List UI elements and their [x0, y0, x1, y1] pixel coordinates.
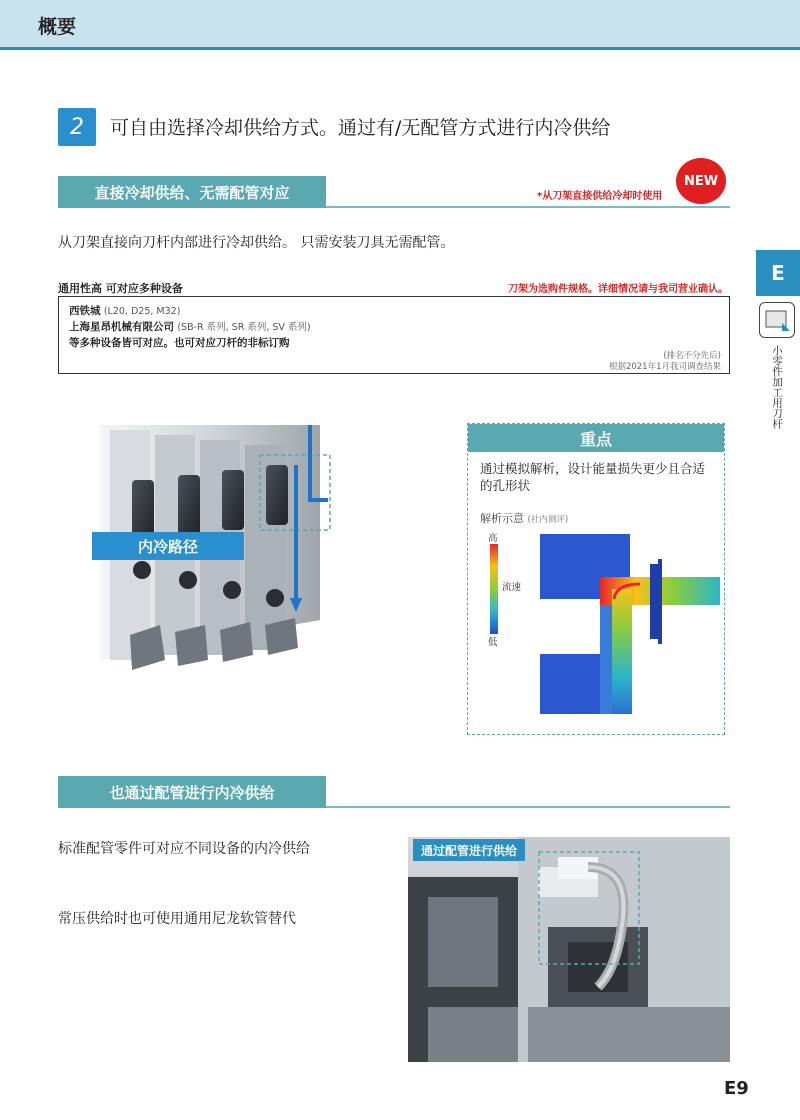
direct-supply-description: 从刀架直接向刀杆内部进行冷却供给。 只需安装刀具无需配管。 [58, 235, 455, 251]
coolant-path-label [92, 532, 244, 560]
machine-1-name: 西铁城 [69, 305, 101, 317]
machine-line-3: 等多种设备皆可对应。也可对应刀杆的非标订购 [69, 337, 290, 349]
side-tab-letter: E [756, 250, 800, 296]
flow-speed-legend-bar [490, 544, 498, 634]
compat-note: 刀架为选购件规格。详细情况请与我司营业确认。 [508, 284, 728, 295]
header-title: 概要 [38, 16, 77, 38]
section-divider-2 [326, 806, 730, 808]
machine-2-spec: (SB-R 系列, SR 系列, SV 系列) [177, 322, 311, 333]
new-badge: NEW [676, 158, 726, 204]
piping-photo-caption: 通过配管进行供给 [413, 839, 525, 861]
legend-mid: 流速 [502, 582, 522, 593]
direct-supply-note: *从刀架直接供给冷却时使用 [537, 191, 663, 202]
key-point-title: 重点 [468, 424, 724, 452]
top-header-bar [0, 0, 800, 50]
flow-simulation-image [540, 529, 720, 719]
rank-note-1: (排名不分先后) [663, 351, 721, 361]
analysis-label: 解析示意 [480, 512, 524, 525]
page-number: E9 [724, 1078, 749, 1099]
machine-list-box [58, 296, 730, 374]
key-point-description: 通过模拟解析，设计能量损失更少且合适的孔形状 [480, 461, 706, 493]
compat-label: 通用性高 可对应多种设备 [58, 282, 183, 295]
coolant-path-text: 内冷路径 [137, 537, 198, 556]
piping-photo [408, 837, 730, 1062]
machine-2-name: 上海星昂机械有限公司 [69, 321, 174, 333]
direct-supply-bar: 直接冷却供给、无需配管对应 [58, 176, 326, 208]
piping-supply-bar: 也通过配管进行内冷供给 [58, 776, 326, 808]
legend-low: 低 [488, 637, 498, 648]
side-tab-label: 小零件加工用刀杆 [771, 345, 783, 429]
machine-line-1 [69, 303, 180, 318]
rank-note-2: 根据2021年1月我司调查结果 [608, 362, 721, 372]
key-point-box [467, 423, 725, 735]
legend-high: 高 [488, 533, 498, 544]
tool-holder-icon [759, 302, 795, 338]
machine-line-2 [69, 319, 311, 334]
section-number-badge: 2 [58, 108, 96, 146]
piping-text-1: 标准配管零件可对应不同设备的内冷供给 [58, 841, 310, 857]
section-headline: 可自由选择冷却供给方式。通过有/无配管方式进行内冷供给 [110, 117, 611, 139]
section-divider [326, 206, 730, 208]
machine-1-spec: (L20, D25, M32) [103, 306, 181, 317]
piping-text-2: 常压供给时也可使用通用尼龙软管替代 [58, 911, 296, 927]
analysis-note: (社内测评) [527, 515, 569, 525]
key-point-subtitle [480, 510, 568, 526]
